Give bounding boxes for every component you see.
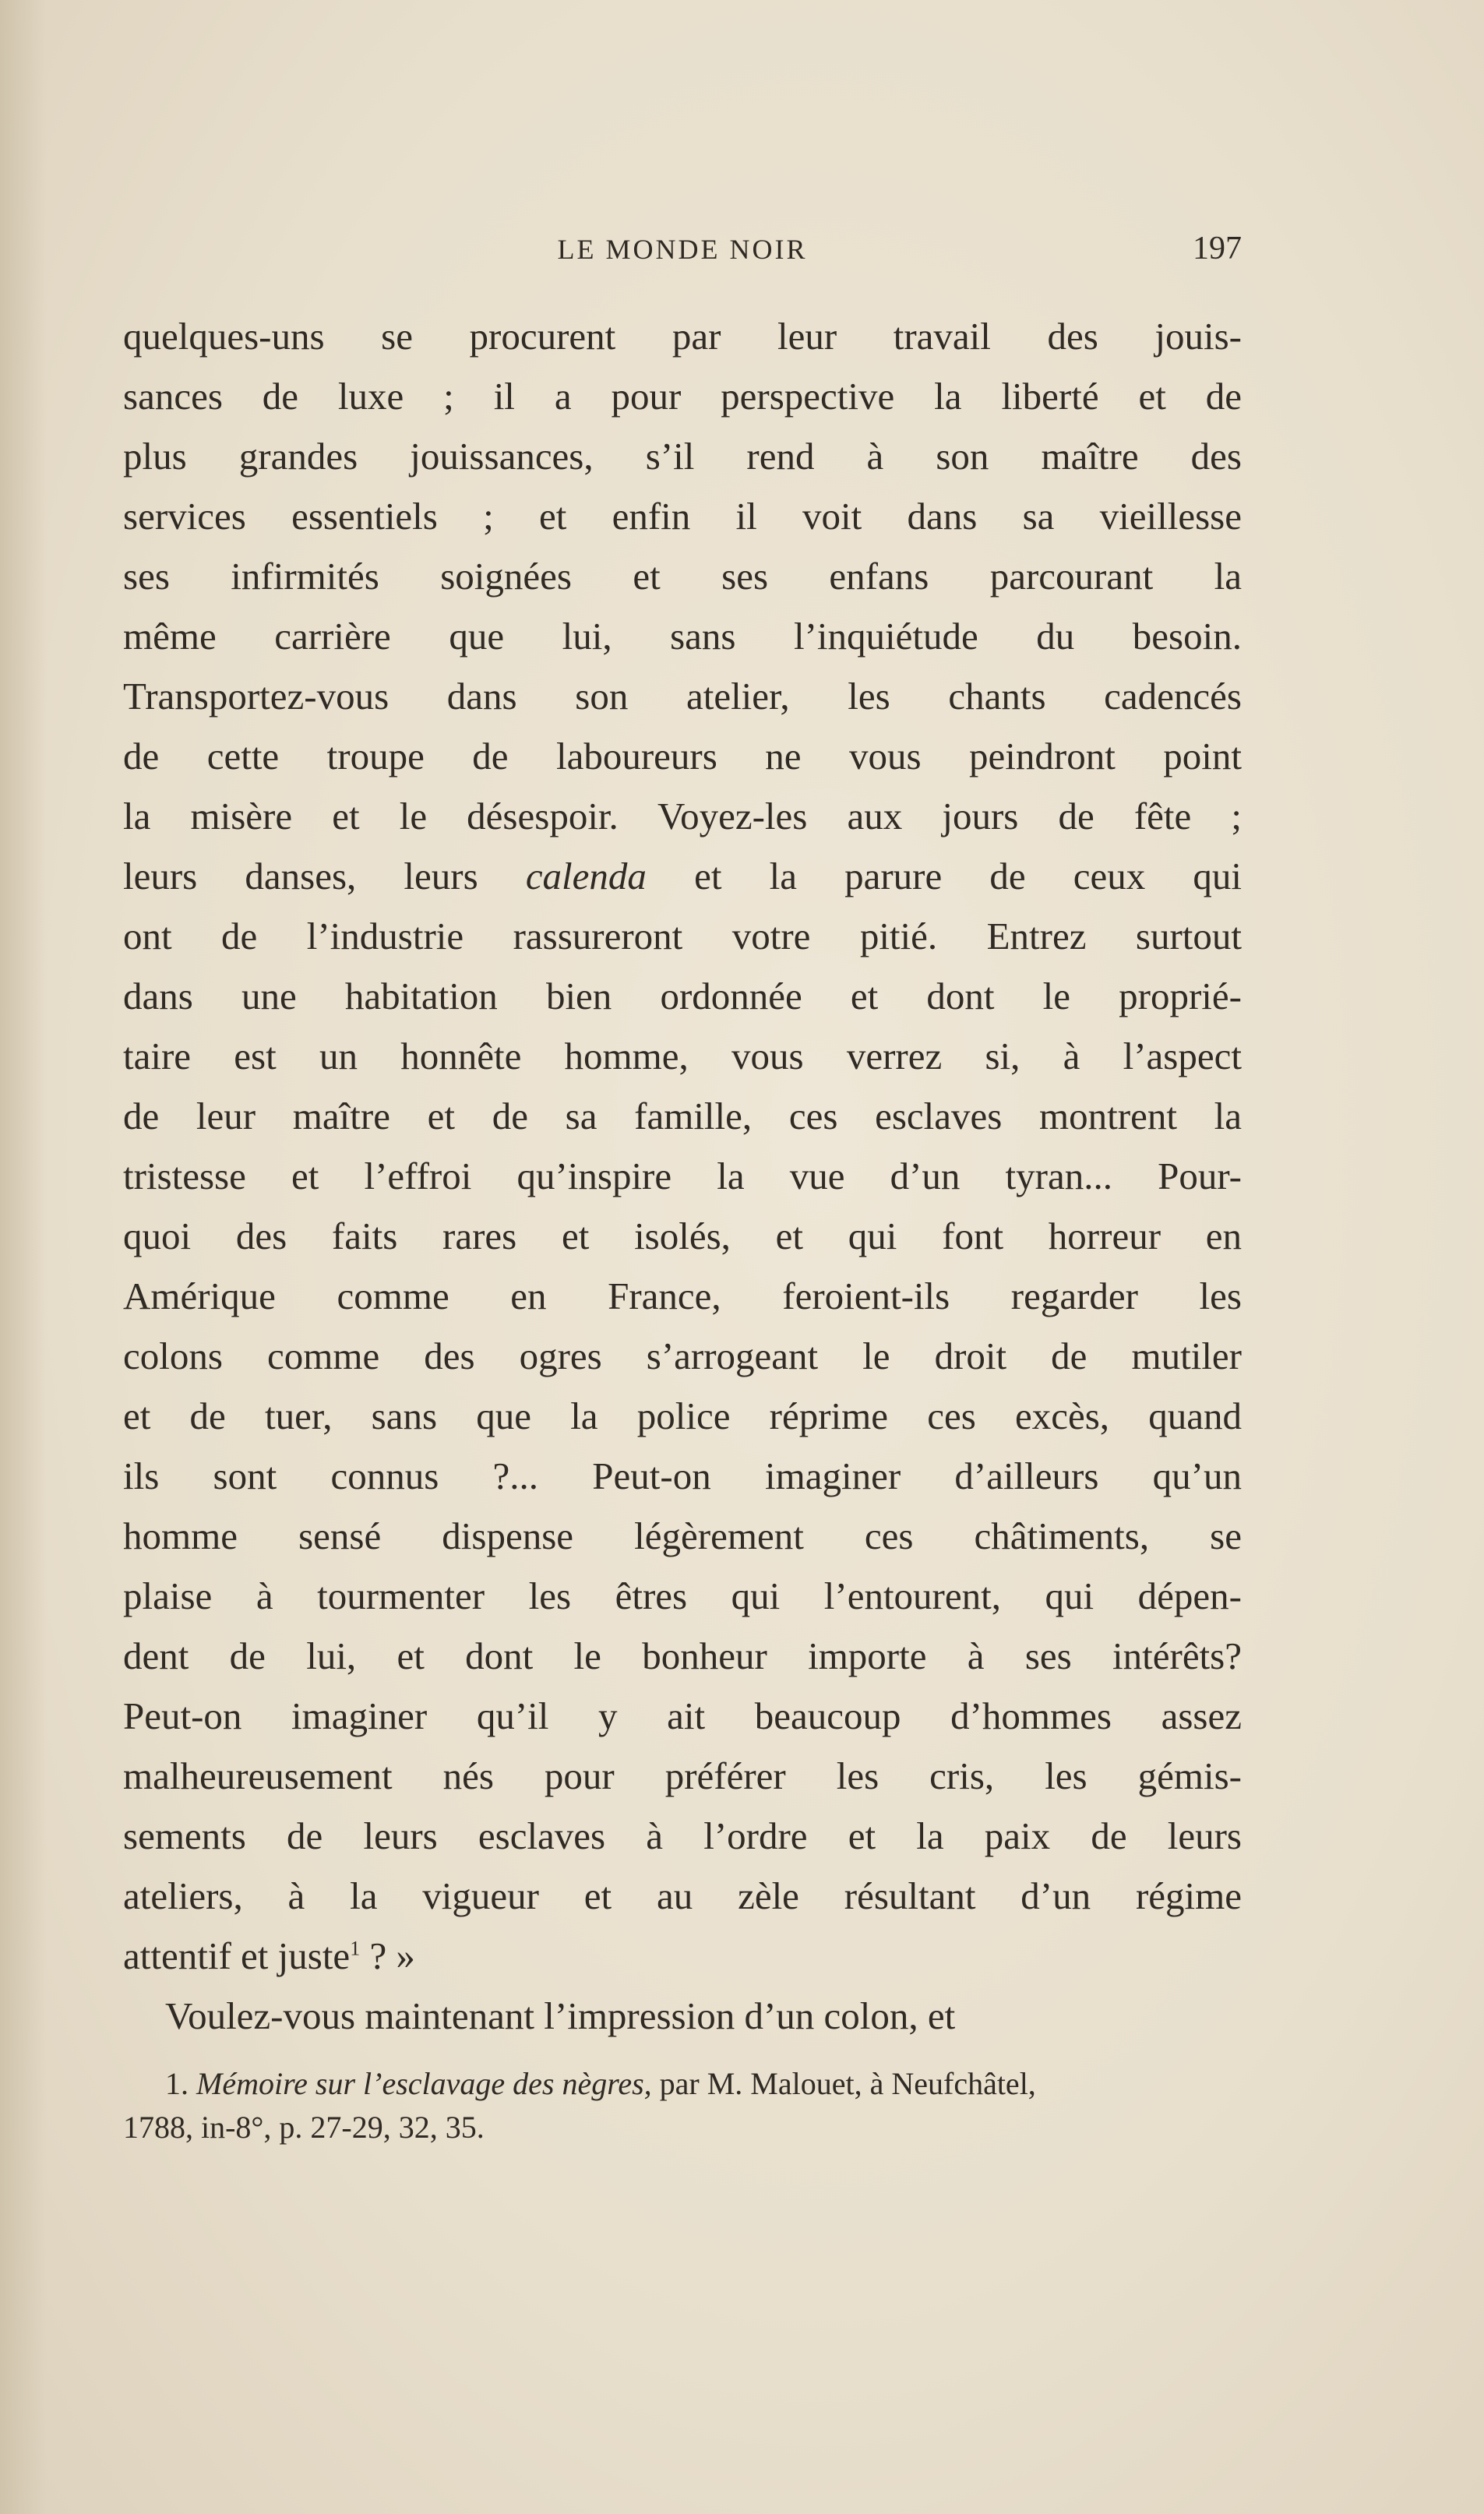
text-line: Peut-on imaginer qu’il y ait beaucoup d’hommes assez [123, 1694, 1242, 1737]
text-line: et de tuer, sans que la police réprime ces excès, quand [123, 1395, 1242, 1437]
text-line: tristesse et l’effroi qu’inspire la vue d’un tyran... Pour- [123, 1155, 1242, 1197]
text-line: dent de lui, et dont le bonheur importe à ses intérêts? [123, 1634, 1242, 1677]
text-line: sances de luxe ; il a pour perspective la liberté et de [123, 375, 1242, 418]
text-segment: et la parure de ceux qui [694, 855, 1242, 897]
text-line-with-italic [123, 846, 1242, 906]
text-line: ses infirmités soignées et ses enfans parcourant la [123, 555, 1242, 598]
text-line: de cette troupe de laboureurs ne vous peindront point [123, 735, 1242, 777]
gutter-shadow [0, 0, 47, 2514]
text-line: Voulez-vous maintenant l’impression d’un colon, et [165, 1994, 956, 2037]
text-line: Amérique comme en France, feroient-ils regarder les [123, 1275, 1242, 1317]
page-number: 197 [1193, 231, 1242, 266]
running-title: LE MONDE NOIR [557, 234, 808, 265]
text-line: ateliers, à la vigueur et au zèle résultant d’un régime [123, 1874, 1242, 1917]
text-segment: leurs danses, leurs [123, 855, 478, 897]
text-line-with-note-ref [123, 1926, 1242, 1986]
text-line: quoi des faits rares et isolés, et qui font horreur en [123, 1215, 1242, 1257]
text-line: dans une habitation bien ordonnée et dont le proprié- [123, 975, 1242, 1017]
text-line: plaise à tourmenter les êtres qui l’entourent, qui dépen- [123, 1574, 1242, 1617]
text-line: services essentiels ; et enfin il voit dans sa vieillesse [123, 495, 1242, 538]
text-line: ils sont connus ?... Peut-on imaginer d’ailleurs qu’un [123, 1454, 1242, 1497]
footnote [123, 2062, 1242, 2149]
running-head [123, 230, 1242, 269]
footnote-line: 1788, in-8°, p. 27-29, 32, 35. [123, 2110, 485, 2145]
text-line: la misère et le désespoir. Voyez-les aux jours de fête ; [123, 795, 1242, 837]
text-line: ont de l’industrie rassureront votre pitié. Entrez surtout [123, 915, 1242, 957]
footnote-ref[interactable]: 1 [350, 1937, 361, 1960]
italic-term: calenda [525, 855, 647, 897]
text-line: malheureusement nés pour préférer les cris, les gémis- [123, 1754, 1242, 1797]
text-line: Transportez-vous dans son atelier, les chants cadencés [123, 675, 1242, 718]
footnote-text: par M. Malouet, à Neufchâtel, [659, 2066, 1036, 2101]
footnote-line [123, 2062, 1242, 2106]
text-segment: ? » [360, 1934, 415, 1977]
text-line: de leur maître et de sa famille, ces esclaves montrent la [123, 1095, 1242, 1137]
footnote-number: 1. [165, 2066, 189, 2101]
text-line: sements de leurs esclaves à l’ordre et la paix de leurs [123, 1814, 1242, 1857]
text-segment: attentif et juste [123, 1934, 351, 1977]
text-line: quelques-uns se procurent par leur travail des jouis- [123, 315, 1242, 358]
text-line: même carrière que lui, sans l’inquiétude du besoin. [123, 615, 1242, 658]
text-line: homme sensé dispense légèrement ces châtiments, se [123, 1514, 1242, 1557]
body-text [123, 306, 1242, 2046]
text-line: plus grandes jouissances, s’il rend à son maître des [123, 435, 1242, 478]
text-line: colons comme des ogres s’arrogeant le droit de mutiler [123, 1335, 1242, 1377]
text-line: taire est un honnête homme, vous verrez si, à l’aspect [123, 1035, 1242, 1077]
footnote-title: Mémoire sur l’esclavage des nègres, [196, 2066, 652, 2101]
